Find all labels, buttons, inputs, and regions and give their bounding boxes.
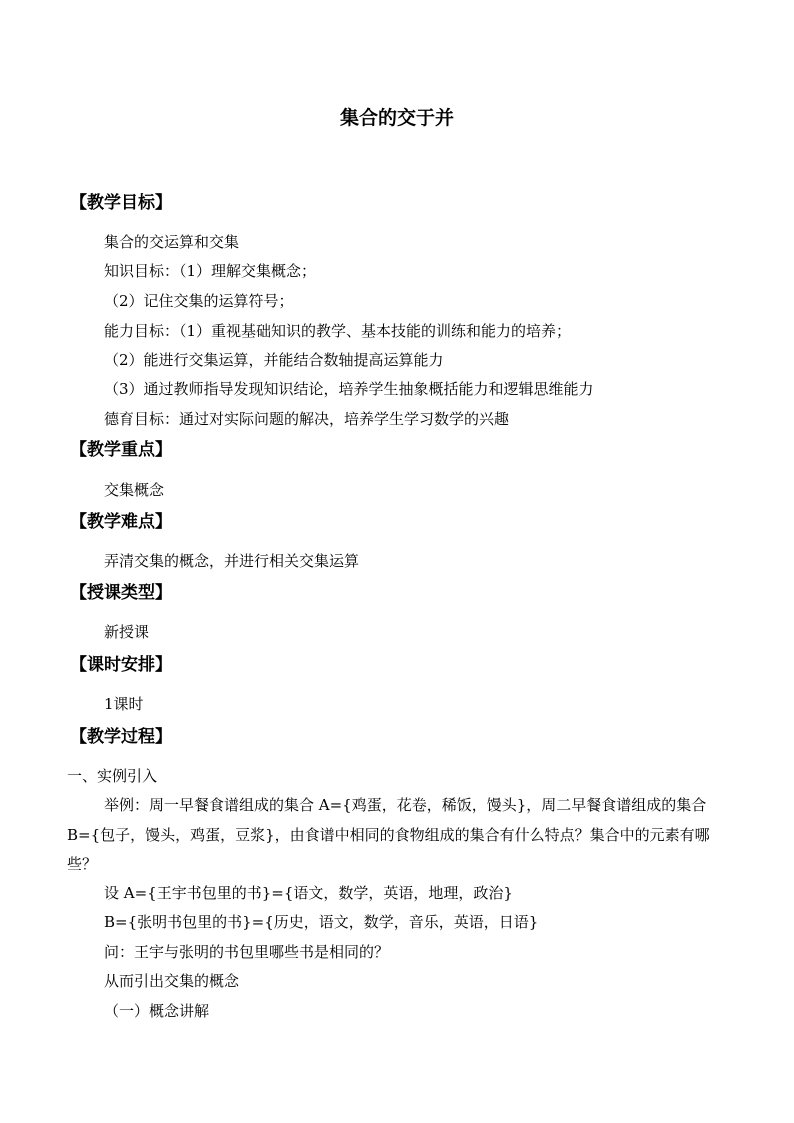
example-paragraph: 举例：周一早餐食谱组成的集合 A={鸡蛋，花卷，稀饭，馒头}，周二早餐食谱组成的集合 B={包子，馒头，鸡蛋，豆浆}，由食谱中相同的食物组成的集合有什么特点？集合中的元素有哪些？ (67, 796, 710, 873)
process-line: B={张明书包里的书}={历史，语文，数学，音乐，英语，日语} (104, 913, 539, 931)
heading-process: 【教学过程】 (70, 727, 172, 747)
objective-line: （2）能进行交集运算，并能结合数轴提高运算能力 (104, 351, 444, 369)
objective-line: 知识目标：（1）理解交集概念； (104, 262, 317, 280)
heading-difficulties: 【教学难点】 (70, 512, 172, 532)
objective-line: （2）记住交集的运算符号； (104, 292, 294, 310)
process-line: 设 A={王宇书包里的书}={语文，数学，英语，地理，政治} (104, 884, 513, 902)
heading-key-points: 【教学重点】 (70, 440, 172, 460)
key-points-text: 交集概念 (104, 481, 165, 499)
heading-objectives: 【教学目标】 (70, 193, 172, 213)
lesson-type-text: 新授课 (104, 623, 150, 641)
heading-lesson-type: 【授课类型】 (70, 583, 172, 603)
document-title: 集合的交于并 (339, 107, 454, 129)
objective-line: （3）通过教师指导发现知识结论，培养学生抽象概括能力和逻辑思维能力 (104, 380, 594, 398)
objective-line: 能力目标：（1）重视基础知识的教学、基本技能的训练和能力的培养； (104, 322, 572, 340)
objective-line: 德育目标：通过对实际问题的解决，培养学生学习数学的兴趣 (104, 410, 510, 428)
difficulties-text: 弄清交集的概念，并进行相关交集运算 (104, 552, 360, 570)
objective-line: 集合的交运算和交集 (104, 233, 240, 251)
process-line: （一）概念讲解 (104, 1002, 210, 1020)
process-subheading: 一、实例引入 (67, 767, 158, 785)
heading-schedule: 【课时安排】 (70, 655, 172, 675)
schedule-text: 1课时 (104, 695, 144, 713)
process-line: 问：王宇与张明的书包里哪些书是相同的？ (104, 943, 390, 961)
process-line: 从而引出交集的概念 (104, 972, 240, 990)
